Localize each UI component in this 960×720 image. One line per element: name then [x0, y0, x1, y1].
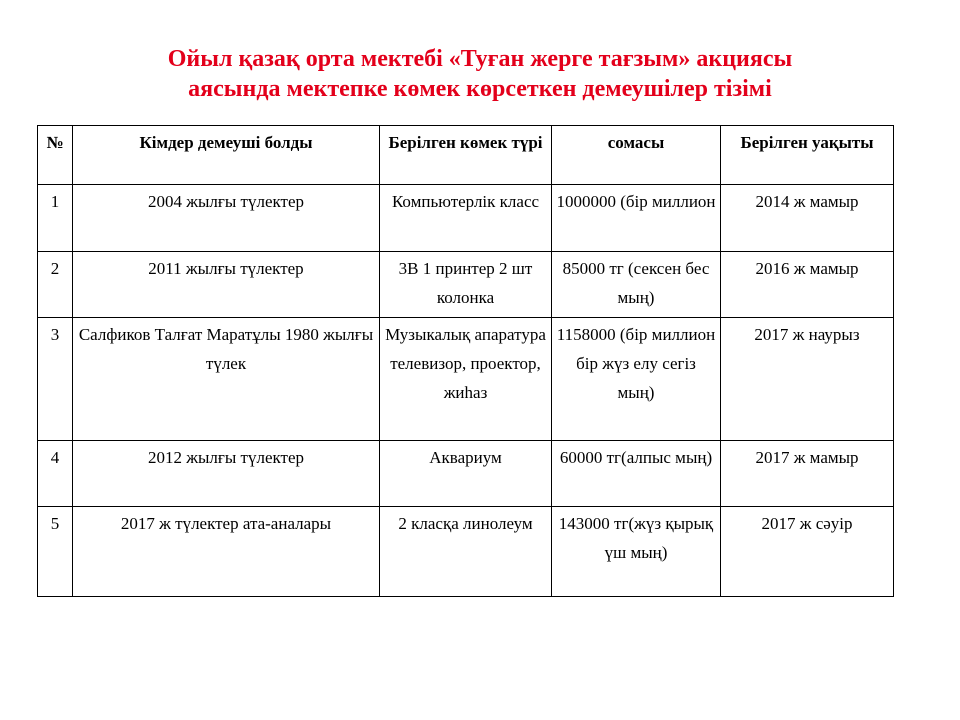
- header-number: №: [38, 126, 73, 185]
- cell-sponsor: 2017 ж түлектер ата-аналары: [73, 507, 380, 597]
- cell-sponsor: 2011 жылғы түлектер: [73, 252, 380, 318]
- cell-aid-type: 3В 1 принтер 2 шт колонка: [380, 252, 552, 318]
- table-row: [38, 507, 894, 597]
- table-row: [38, 252, 894, 318]
- table-row: [38, 441, 894, 507]
- cell-amount: 60000 тг(алпыс мың): [552, 441, 721, 507]
- table-header-row: [38, 126, 894, 185]
- header-sponsor: Кімдер демеуші болды: [73, 126, 380, 185]
- cell-number: 5: [38, 507, 73, 597]
- cell-aid-type: Аквариум: [380, 441, 552, 507]
- sponsors-table: [37, 125, 894, 597]
- cell-number: 3: [38, 318, 73, 441]
- table-row: [38, 185, 894, 252]
- cell-number: 2: [38, 252, 73, 318]
- cell-date: 2016 ж мамыр: [721, 252, 894, 318]
- cell-date: 2017 ж сәуір: [721, 507, 894, 597]
- cell-number: 4: [38, 441, 73, 507]
- title-line-2: аясында мектепке көмек көрсеткен демеушілер тізімі: [188, 76, 772, 102]
- cell-amount: 85000 тг (сексен бес мың): [552, 252, 721, 318]
- page-title: [0, 44, 960, 104]
- cell-amount: 143000 тг(жүз қырық үш мың): [552, 507, 721, 597]
- header-date: Берілген уақыты: [721, 126, 894, 185]
- cell-number: 1: [38, 185, 73, 252]
- title-line-1: Ойыл қазақ орта мектебі «Туған жерге тағзым» акциясы: [167, 46, 793, 72]
- cell-aid-type: Музыкалық апаратура телевизор, проектор, жиһаз: [380, 318, 552, 441]
- cell-sponsor: Салфиков Талғат Маратұлы 1980 жылғы түлек: [73, 318, 380, 441]
- cell-sponsor: 2004 жылғы түлектер: [73, 185, 380, 252]
- cell-date: 2014 ж мамыр: [721, 185, 894, 252]
- table-row: [38, 318, 894, 441]
- cell-amount: 1158000 (бір миллион бір жүз елу сегіз мың): [552, 318, 721, 441]
- cell-amount: 1000000 (бір миллион: [552, 185, 721, 252]
- header-amount: сомасы: [552, 126, 721, 185]
- cell-sponsor: 2012 жылғы түлектер: [73, 441, 380, 507]
- cell-date: 2017 ж наурыз: [721, 318, 894, 441]
- cell-aid-type: Компьютерлік класс: [380, 185, 552, 252]
- cell-aid-type: 2 класқа линолеум: [380, 507, 552, 597]
- header-aid-type: Берілген көмек түрі: [380, 126, 552, 185]
- cell-date: 2017 ж мамыр: [721, 441, 894, 507]
